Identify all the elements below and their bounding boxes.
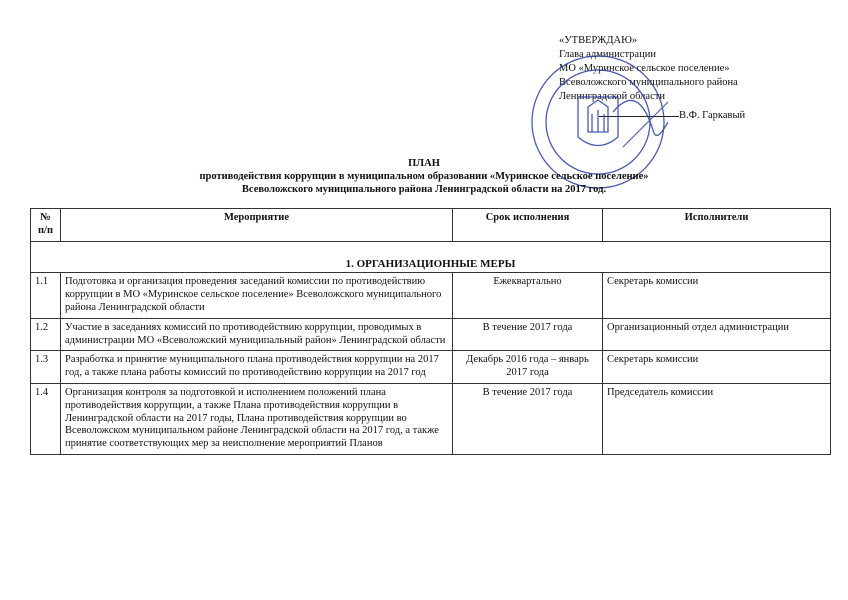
section-row	[31, 241, 831, 273]
header-executors: Исполнители	[603, 209, 831, 242]
table-row	[31, 383, 831, 454]
row-term: Ежеквартально	[453, 273, 603, 318]
signer-name: В.Ф. Гаркавый	[679, 110, 746, 121]
row-executors: Организационный отдел администрации	[603, 318, 831, 351]
approval-position: Глава администрации	[559, 49, 656, 60]
approval-heading: «УТВЕРЖДАЮ»	[559, 35, 638, 46]
document-title	[0, 157, 848, 196]
title-plan: ПЛАН	[408, 158, 440, 169]
row-measure: Участие в заседаниях комиссий по противодействию коррупции, проводимых в администрации МО «Всеволожский муниципальный район» Ленинградской области	[61, 318, 453, 351]
header-number: № п/п	[31, 209, 61, 242]
title-region: Всеволожского муниципального района Ленинградской области на 2017 год.	[241, 184, 607, 195]
table-row	[31, 351, 831, 384]
table-header-row	[31, 209, 831, 242]
approval-district: Всеволожского муниципального района	[559, 77, 738, 88]
header-measure: Мероприятие	[61, 209, 453, 242]
header-term: Срок исполнения	[453, 209, 603, 242]
table-row	[31, 318, 831, 351]
table-row	[31, 273, 831, 318]
row-number: 1.2	[31, 318, 61, 351]
row-term: В течение 2017 года	[453, 383, 603, 454]
approval-organization: МО «Муринское сельское поселение»	[559, 63, 730, 74]
section-title: 1. ОРГАНИЗАЦИОННЫЕ МЕРЫ	[31, 241, 831, 273]
title-subject: противодействия коррупции в муниципальном образовании «Муринское сельское поселение»	[199, 171, 649, 182]
row-executors: Председатель комиссии	[603, 383, 831, 454]
approval-region: Ленинградской области	[559, 91, 665, 102]
plan-table	[30, 208, 831, 455]
row-term: Декабрь 2016 года – январь 2017 года	[453, 351, 603, 384]
row-executors: Секретарь комиссии	[603, 273, 831, 318]
row-measure: Подготовка и организация проведения заседаний комиссии по противодействию коррупции в МО «Муринское сельское поселение» Всеволожского муниципального района Ленинградской области	[61, 273, 453, 318]
row-measure: Разработка и принятие муниципального плана противодействия коррупции на 2017 год, а также плана работы комиссий по противодействию коррупции на 2017 год	[61, 351, 453, 384]
row-number: 1.1	[31, 273, 61, 318]
row-executors: Секретарь комиссии	[603, 351, 831, 384]
row-number: 1.4	[31, 383, 61, 454]
row-number: 1.3	[31, 351, 61, 384]
row-measure: Организация контроля за подготовкой и исполнением положений плана противодействия коррупции, а также Плана противодействия коррупции в Ленинградской области на 2017 годы, Плана противодействия коррупции во Всеволожском муниципальном районе Ленинградской области на 2017 год, а также принятие соответствующих мер за неисполнение мероприятий Планов	[61, 383, 453, 454]
row-term: В течение 2017 года	[453, 318, 603, 351]
